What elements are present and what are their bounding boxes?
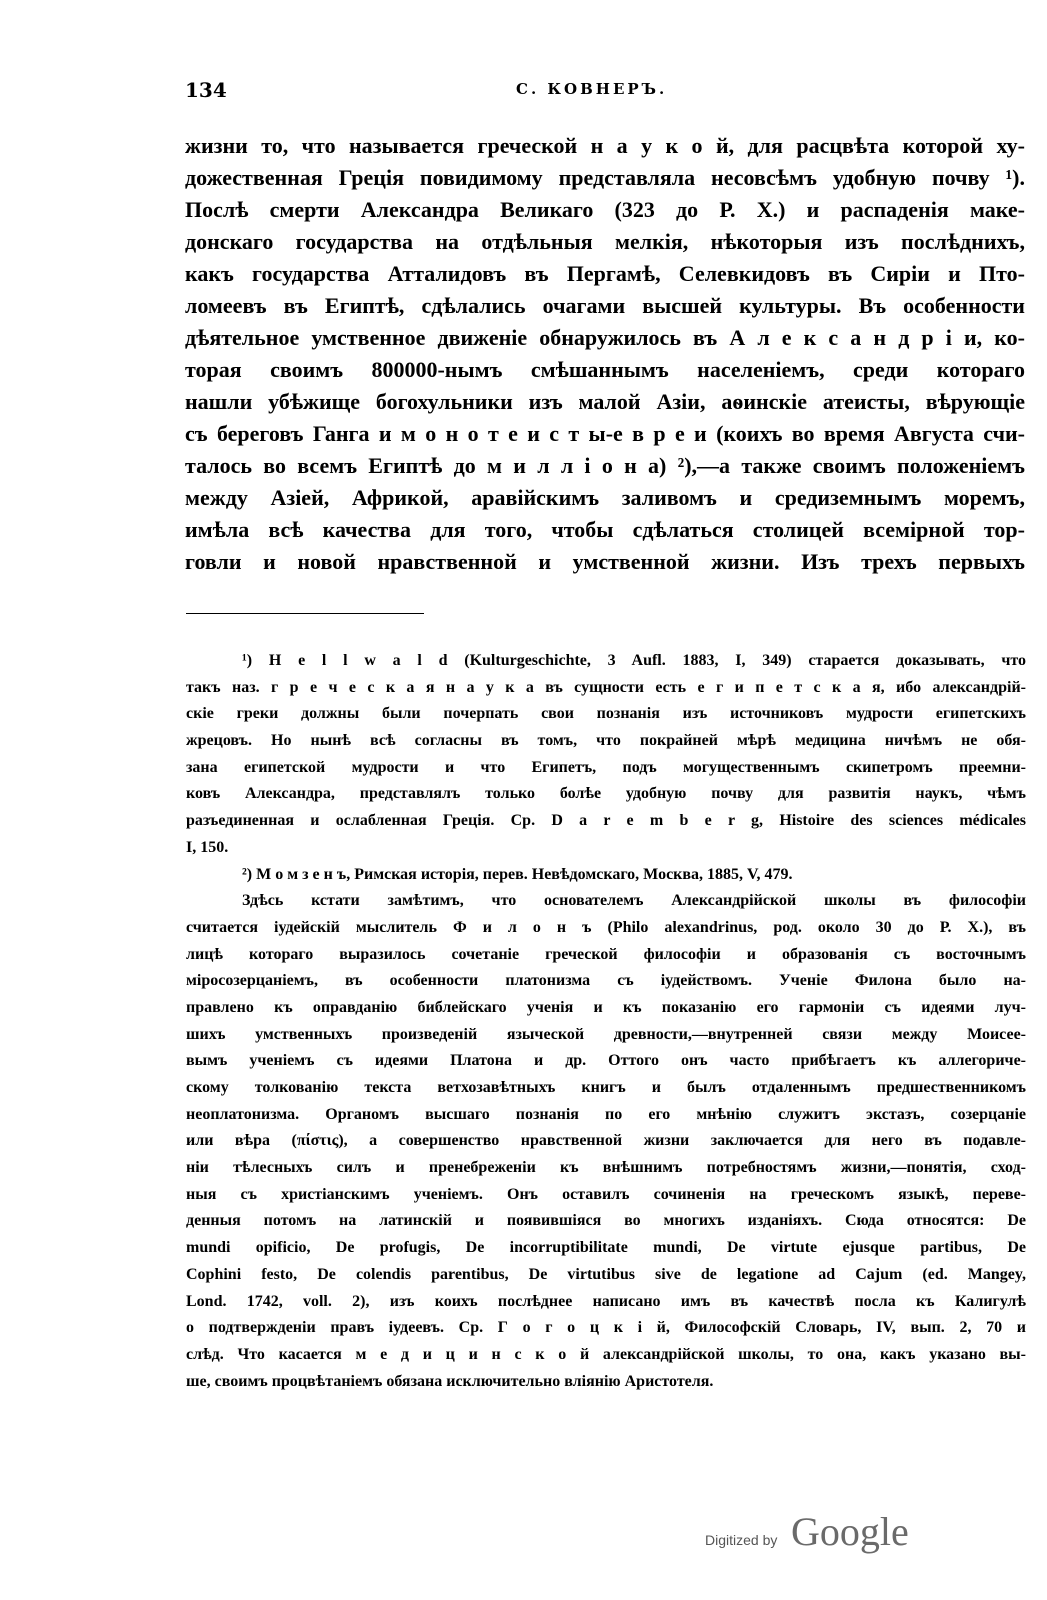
- main-text-line: между Азіей, Африкой, аравійскимъ заливомъ и средиземнымъ моремъ,: [185, 485, 1025, 510]
- footnote-2-line: правлено къ оправданію библейскаго ученія и къ показанію его гармоніи съ идеями луч-: [186, 998, 1026, 1016]
- main-text-line: жизни то, что называется греческой н а у к о й, для расцвѣта которой ху-: [185, 133, 1025, 158]
- footnote-2-line: ніи тѣлесныхъ силъ и пренебреженіи къ внѣшнимъ потребностямъ жизни,—понятія, сход-: [186, 1159, 1026, 1177]
- footnote-1-line: зана египетской мудрости и что Египетъ, подъ могущественнымъ скипетромъ преемни-: [186, 758, 1026, 776]
- footnote-2-line: считается іудейскій мыслитель Ф и л о н ъ (Philo alexandrinus, род. около 30 до Р. X.), въ: [186, 918, 1026, 936]
- footnotes: [186, 648, 1026, 1395]
- footnote-2-line: лицѣ котораго выразилось сочетаніе греческой философіи и образованія съ восточнымъ: [186, 945, 1026, 963]
- watermark-prefix: Digitized by: [705, 1532, 778, 1548]
- footnote-1-line: ковъ Александра, представлялъ только болѣе удобную почву для развитія наукъ, чѣмъ: [186, 785, 1026, 803]
- footnote-2-line: слѣд. Что касается м е д и ц и н с к о й александрійской школы, то она, какъ указано вы-: [186, 1345, 1026, 1363]
- main-text-line: ломеевъ въ Египтѣ, сдѣлались очагами высшей культуры. Въ особенности: [185, 293, 1025, 318]
- footnote-2-line: Cophini festo, De colendis parentibus, De virtutibus sive de legatione ad Cajum (ed. Mangey,: [186, 1265, 1026, 1283]
- footnote-2-line: шихъ умственныхъ произведеній языческой древности,—внутренней связи между Моисее-: [186, 1025, 1026, 1043]
- footnote-2-line: mundi opificio, De profugis, De incorruptibilitate mundi, De virtute ejusque partibus, De: [186, 1239, 1026, 1257]
- main-text-line: нашли убѣжище богохульники изъ малой Азіи, аѳинскіе атеисты, вѣрующіе: [185, 389, 1025, 414]
- footnote-2-line: Здѣсь кстати замѣтимъ, что основателемъ Александрійской школы въ философіи: [242, 892, 1026, 910]
- google-logo: Google: [791, 1509, 909, 1554]
- main-text-line: дожественная Греція повидимому представляла несовсѣмъ удобную почву ¹).: [185, 165, 1025, 190]
- footnote-2-line: неоплатонизма. Органомъ высшаго познанія по его мнѣнію служитъ экстазъ, созерцаніе: [186, 1105, 1026, 1123]
- page-number: 134: [185, 78, 227, 102]
- main-text-line: талось во всемъ Египтѣ до м и л л і о н а) ²),—а также своимъ положеніемъ: [185, 453, 1025, 478]
- footnote-2-line: о подтвержденіи правъ іудеевъ. Ср. Г о г о ц к і й, Философскій Словарь, IV, вып. 2, 70 и: [186, 1319, 1026, 1337]
- footnote-2-line: скому толкованію текста ветхозавѣтныхъ книгъ и былъ отдаленнымъ предшественникомъ: [186, 1079, 1026, 1096]
- footnote-2-line: міросозерцаніемъ, въ особенности платонизма съ іудействомъ. Ученіе Филона было на-: [186, 972, 1026, 990]
- main-text-line: имѣла всѣ качества для того, чтобы сдѣлаться столицей всемірной тор-: [185, 517, 1025, 542]
- footnote-2-line: ше, своимъ процвѣтаніемъ обязана исключительно вліянію Аристотеля.: [186, 1372, 714, 1390]
- digitized-watermark: [705, 1508, 915, 1568]
- footnote-2-line: денныя потомъ на латинскій и появившіяся во многихъ изданіяхъ. Сюда относятся: De: [186, 1212, 1026, 1230]
- main-text-line: съ береговъ Ганга и м о н о т е и с т ы-е в р е и (коихъ во время Августа счи-: [185, 421, 1025, 446]
- footnote-2-line: или вѣра (πίστις), а совершенство нравственной жизни заключается для него въ подавле-: [186, 1132, 1026, 1150]
- main-text-line: донскаго государства на отдѣльныя мелкія, нѣкоторыя изъ послѣднихъ,: [185, 229, 1025, 254]
- footnote-1-line: разъединенная и ослабленная Греція. Ср. D a r e m b e r g, Histoire des sciences médicales: [186, 812, 1026, 830]
- footnote-1-line: такъ наз. г р е ч е с к а я н а у к а въ сущности есть е г и п е т с к а я, ибо александрій-: [186, 678, 1026, 696]
- main-text-line: какъ государства Атталидовъ въ Пергамѣ, Селевкидовъ въ Сиріи и Пто-: [185, 261, 1025, 286]
- footnote-2-line: Lond. 1742, voll. 2), изъ коихъ послѣднее написано имъ въ качествѣ посла къ Калигулѣ: [186, 1292, 1026, 1310]
- running-header: [185, 78, 1025, 108]
- footnote-2-line: ныя съ христіанскимъ ученіемъ. Онъ оставилъ сочиненія на греческомъ языкѣ, переве-: [186, 1185, 1026, 1203]
- main-text: [185, 130, 1025, 578]
- footnote-1-line: ¹) H e l l w a l d (Kulturgeschichte, 3 Aufl. 1883, I, 349) старается доказывать, что: [242, 652, 1026, 669]
- footnote-1-line: скіе греки должны были почерпать свои познанія изъ источниковъ мудрости египетскихъ: [186, 705, 1026, 723]
- footnote-2-line: ²) М о м з е н ъ, Римская исторія, перев. Невѣдомскаго, Москва, 1885, V, 479.: [242, 865, 793, 883]
- footnote-separator: [186, 613, 424, 614]
- main-text-line: Послѣ смерти Александра Великаго (323 до Р. X.) и распаденія маке-: [185, 197, 1025, 222]
- footnote-1-line: I, 150.: [186, 838, 229, 856]
- footnote-1-line: жрецовъ. Но нынѣ всѣ согласны въ томъ, что покрайней мѣрѣ медицина ничѣмъ не обя-: [186, 732, 1026, 750]
- main-text-line: дѣятельное умственное движеніе обнаружилось въ А л е к с а н д р і и, ко-: [185, 325, 1025, 350]
- main-text-line: торая своимъ 800000-нымъ смѣшаннымъ населеніемъ, среди котораго: [185, 357, 1025, 382]
- footnote-2-line: вымъ ученіемъ съ идеями Платона и др. Оттого онъ часто прибѣгаетъ къ аллегориче-: [186, 1052, 1026, 1070]
- running-title: С. КОВНЕРЪ.: [516, 80, 668, 98]
- main-text-line: говли и новой нравственной и умственной жизни. Изъ трехъ первыхъ: [185, 549, 1025, 574]
